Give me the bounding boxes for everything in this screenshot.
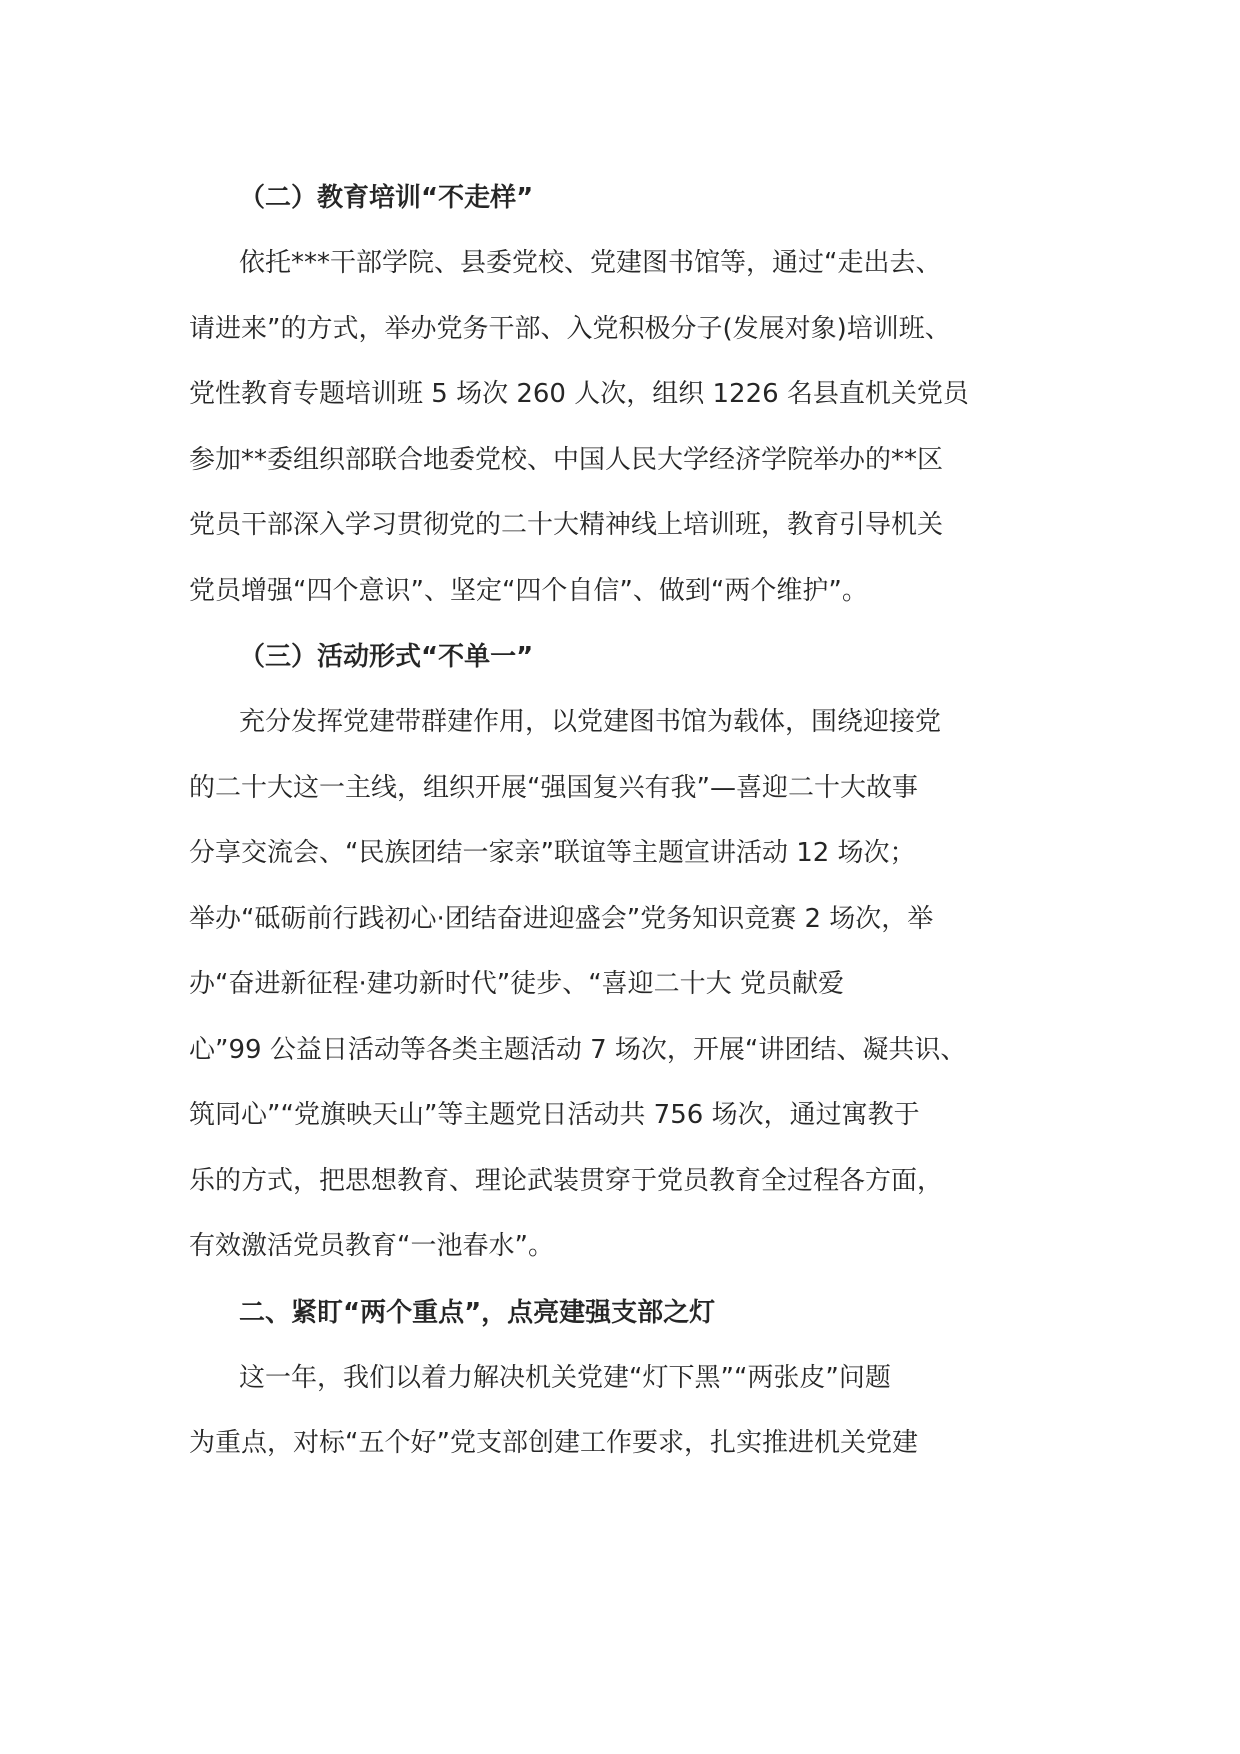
heading-activity-forms: （三）活动形式“不单一”	[239, 642, 534, 672]
paragraph-line: 为重点，对标“五个好”党支部创建工作要求，扎实推进机关党建	[189, 1428, 918, 1458]
paragraph-line: 乐的方式，把思想教育、理论武装贯穿于党员教育全过程各方面，	[189, 1165, 944, 1196]
paragraph-activity-forms	[189, 690, 1069, 1280]
paragraph-line: 举办“砥砺前行践初心·团结奋进迎盛会”党务知识竞赛 2 场次，举	[189, 903, 934, 934]
paragraph-line: 筑同心”“党旗映天山”等主题党日活动共 756 场次，通过寓教于	[189, 1100, 920, 1130]
paragraph-line: 分享交流会、“民族团结一家亲”联谊等主题宣讲活动 12 场次；	[189, 838, 916, 868]
paragraph-line: 党性教育专题培训班 5 场次 260 人次，组织 1226 名县直机关党员	[189, 379, 969, 409]
paragraph-line: 党员增强“四个意识”、坚定“四个自信”、做到“两个维护”。	[189, 575, 868, 606]
paragraph-line: 参加**委组织部联合地委党校、中国人民大学经济学院举办的**区	[189, 444, 944, 475]
paragraph-line: 的二十大这一主线，组织开展“强国复兴有我”—喜迎二十大故事	[189, 772, 918, 803]
document-page	[189, 165, 1069, 1477]
paragraph-line: 党员干部深入学习贯彻党的二十大精神线上培训班，教育引导机关	[189, 510, 944, 540]
paragraph-line: 有效激活党员教育“一池春水”。	[189, 1231, 554, 1261]
paragraph-line: 充分发挥党建带群建作用，以党建图书馆为载体，围绕迎接党	[239, 707, 942, 737]
heading-section-two: 二、紧盯“两个重点”，点亮建强支部之灯	[239, 1297, 716, 1328]
paragraph-line: 心”99 公益日活动等各类主题活动 7 场次，开展“讲团结、凝共识、	[189, 1034, 967, 1065]
paragraph-line: 请进来”的方式，举办党务干部、入党积极分子(发展对象)培训班、	[189, 313, 951, 344]
paragraph-line: 依托***干部学院、县委党校、党建图书馆等，通过“走出去、	[239, 248, 942, 278]
paragraph-line: 这一年，我们以着力解决机关党建“灯下黑”“两张皮”问题	[239, 1362, 891, 1393]
paragraph-line: 办“奋进新征程·建功新时代”徒步、“喜迎二十大 党员献爱	[189, 969, 844, 999]
heading-education-training: （二）教育培训“不走样”	[239, 183, 534, 213]
paragraph-section-two-intro	[189, 1346, 1069, 1477]
paragraph-education-training	[189, 231, 1069, 624]
